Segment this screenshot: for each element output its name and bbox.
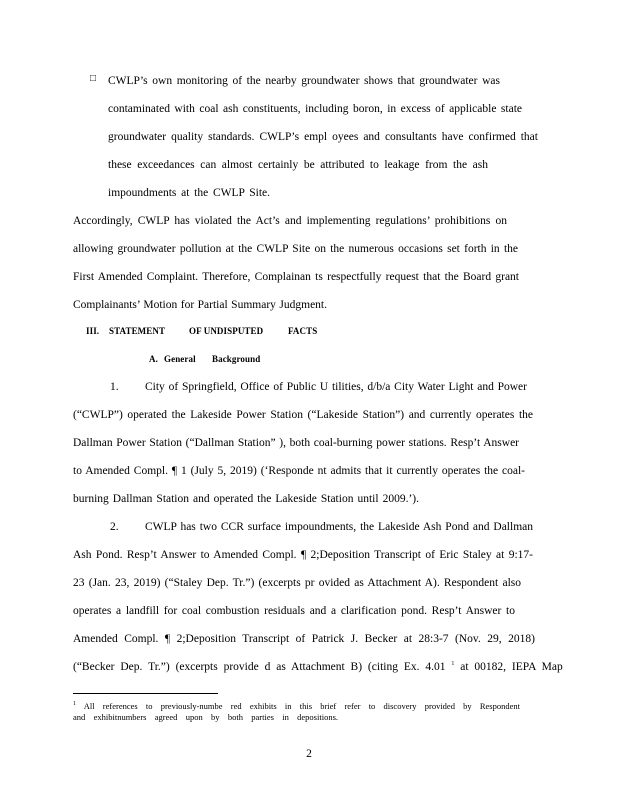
footnote-separator — [73, 693, 218, 694]
bullet-line: impoundments at the CWLP Site. — [108, 187, 270, 199]
paragraph-line: Ash Pond. Resp’t Answer to Amended Compl. ¶ 2;Deposition Transcript of Eric Staley at 9:17- — [73, 549, 533, 561]
page-number: 2 — [306, 748, 312, 760]
paragraph-line-text: at 00182, IEPA Map — [460, 661, 563, 673]
section-heading-word: OF UNDISPUTED — [189, 326, 264, 336]
bullet-line: contaminated with coal ash constituents, including boron, in excess of applicable state — [108, 103, 522, 115]
footnote-text: All references to previously-numbe red exhibits in this brief refer to discovery provided by Respondent — [83, 701, 520, 711]
paragraph-line: CWLP has two CCR surface impoundments, the Lakeside Ash Pond and Dallman — [145, 521, 533, 533]
conclusion-line: Accordingly, CWLP has violated the Act’s and implementing regulations’ prohibitions on — [73, 215, 507, 227]
paragraph-line: Amended Compl. ¶ 2;Deposition Transcript of Patrick J. Becker at 28:3-7 (Nov. 29, 2018) — [73, 633, 535, 645]
subheading-word: General — [164, 354, 196, 364]
bullet-marker: □ — [90, 73, 97, 84]
section-heading-word: FACTS — [288, 326, 318, 336]
subheading-word: Background — [212, 354, 261, 364]
paragraph-line: Dallman Power Station (“Dallman Station” ), both coal-burning power stations. Resp’t Answer — [73, 437, 519, 449]
paragraph-line: operates a landfill for coal combustion residuals and a clarification pond. Resp’t Answer to — [73, 605, 515, 617]
footnote-line: and exhibitnumbers agreed upon by both parties in depositions. — [73, 712, 338, 722]
section-heading-word: STATEMENT — [109, 326, 166, 336]
paragraph-line-text: (“Becker Dep. Tr.”) (excerpts provide d as Attachment B) (citing Ex. 4.01 — [73, 661, 446, 673]
bullet-line: groundwater quality standards. CWLP’s empl oyees and consultants have confirmed that — [108, 131, 538, 143]
conclusion-line: allowing groundwater pollution at the CWLP Site on the numerous occasions set forth in the — [73, 243, 518, 255]
paragraph-line: burning Dallman Station and operated the Lakeside Station until 2009.’). — [73, 493, 419, 505]
subheading-letter: A. — [149, 354, 158, 364]
conclusion-line: Complainants’ Motion for Partial Summary Judgment. — [73, 299, 327, 311]
footnote-marker: 1 — [73, 701, 76, 708]
bullet-line: CWLP’s own monitoring of the nearby groundwater shows that groundwater was — [108, 75, 500, 87]
paragraph-line: City of Springfield, Office of Public U tilities, d/b/a City Water Light and Power — [145, 381, 527, 393]
paragraph-number: 1. — [110, 381, 119, 393]
section-number: III. — [86, 326, 100, 336]
paragraph-number: 2. — [110, 521, 119, 533]
footnote-line — [73, 701, 520, 712]
paragraph-line: to Amended Compl. ¶ 1 (July 5, 2019) (‘Responde nt admits that it currently operates the coal- — [73, 465, 525, 477]
conclusion-line: First Amended Complaint. Therefore, Complainan ts respectfully request that the Board grant — [73, 271, 519, 283]
paragraph-line: (“CWLP”) operated the Lakeside Power Station (“Lakeside Station”) and currently operates the — [73, 409, 533, 421]
footnote-reference[interactable]: 1 — [451, 661, 455, 668]
paragraph-line: 23 (Jan. 23, 2019) (“Staley Dep. Tr.”) (excerpts pr ovided as Attachment A). Respondent also — [73, 577, 521, 589]
paragraph-line — [73, 660, 563, 674]
bullet-line: these exceedances can almost certainly be attributed to leakage from the ash — [108, 159, 488, 171]
